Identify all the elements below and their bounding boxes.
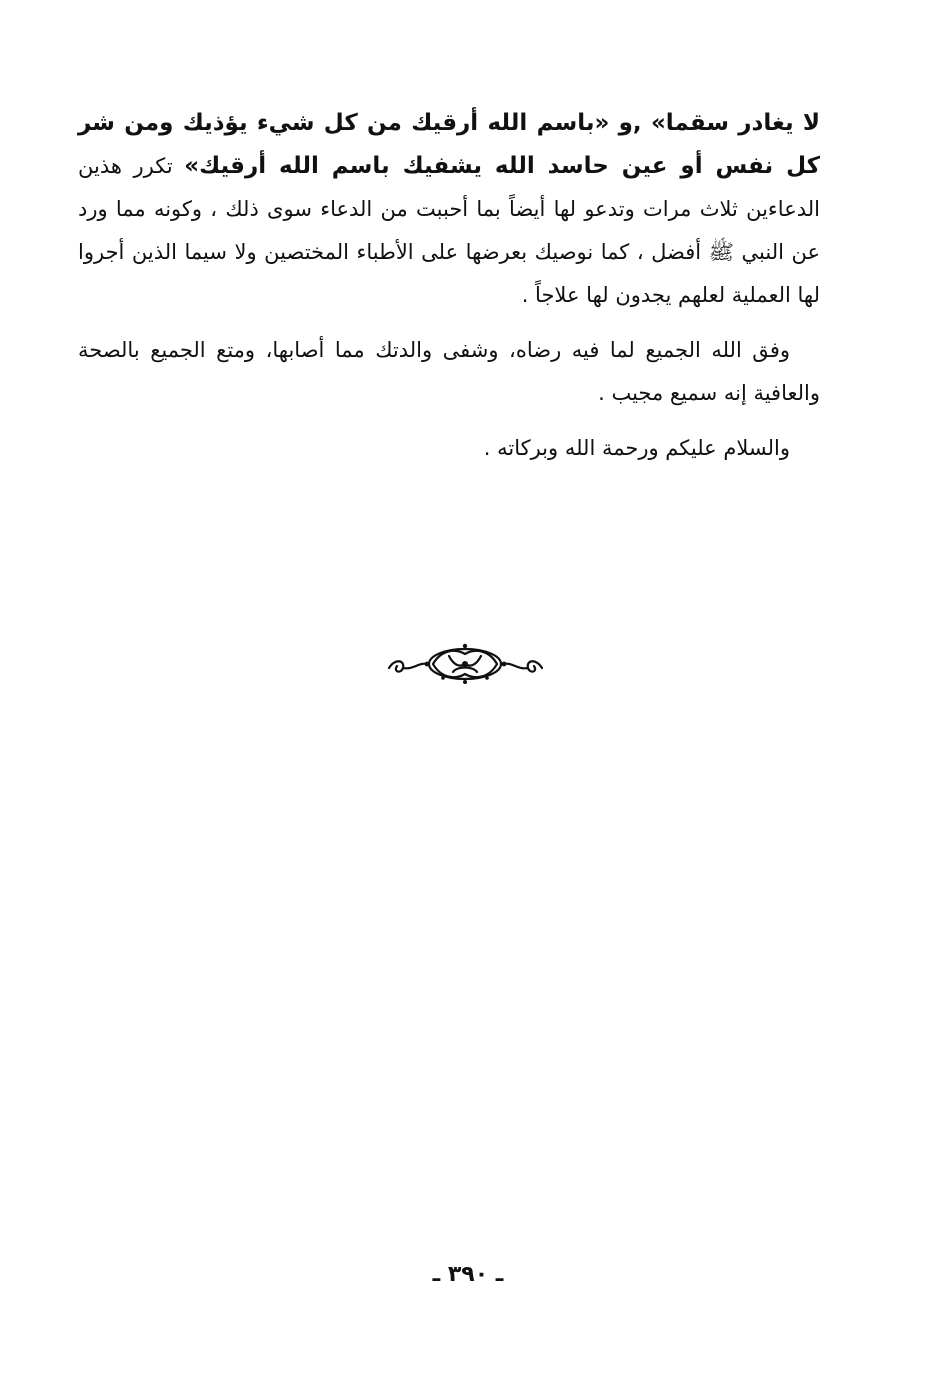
- paragraph-3: [78, 427, 820, 470]
- paragraph-1: [78, 102, 820, 317]
- paragraph-2-text: وفق الله الجميع لما فيه رضاه، وشفى والدتك مما أصابها، ومتع الجميع بالصحة والعافية إنه سميع مجيب .: [78, 338, 820, 405]
- closing-salutation: والسلام عليكم ورحمة الله وبركاته .: [483, 436, 790, 460]
- body-text: [78, 102, 820, 470]
- paragraph-2: [78, 329, 820, 415]
- page-number: ـ ٣٩٠ ـ: [432, 1262, 504, 1287]
- hadith-quote: لا يغادر سقما» ,و «باسم الله أرقيك من كل شيء يؤذيك ومن شر كل نفس أو عين حاسد الله يشفيك باسم الله أرقيك»: [78, 110, 820, 179]
- paragraph-1-text: تكرر هذين الدعاءين ثلاث مرات وتدعو لها أيضاً بما أحببت من الدعاء سوى ذلك ، وكونه مما ورد عن النبي ﷺ أفضل ، كما نوصيك بعرضها على الأطباء المختصين ولا سيما الذين أجروا لها العملية لعلهم يجدون لها علاجاً .: [78, 154, 820, 307]
- ornament-divider-icon: [383, 640, 548, 686]
